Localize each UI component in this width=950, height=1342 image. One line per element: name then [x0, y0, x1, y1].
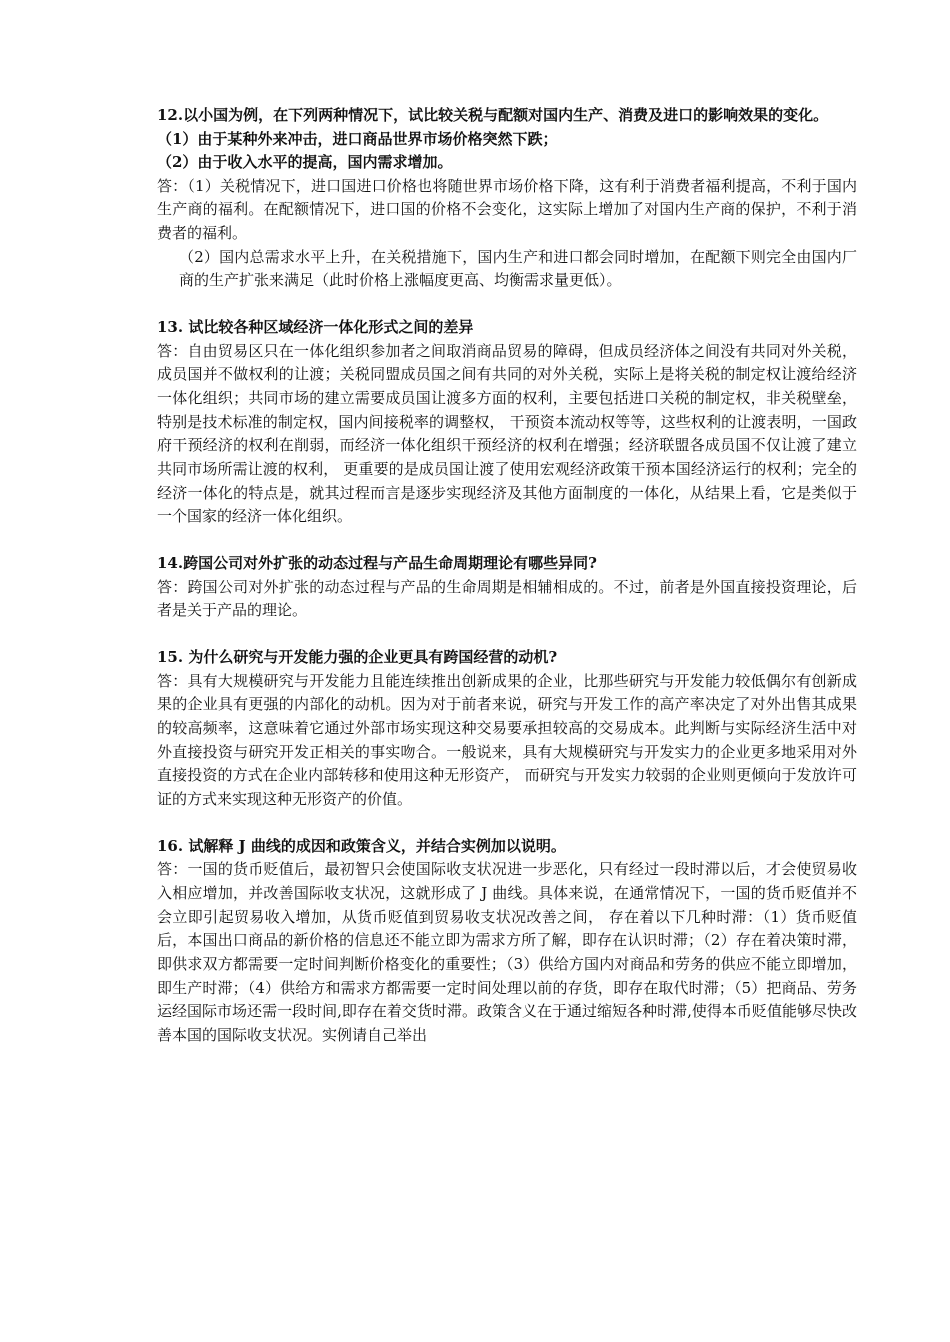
answer-14: 答：跨国公司对外扩张的动态过程与产品的生命周期是相辅相成的。不过，前者是外国直接投资理论，后者是关于产品的理论。: [157, 577, 857, 620]
question-16-title: 16. 试解释 J 曲线的成因和政策含义，并结合实例加以说明。: [157, 836, 566, 855]
question-15-section: [157, 646, 857, 812]
question-14-section: [157, 552, 857, 623]
question-12-sub-2: （2）由于收入水平的提高，国内需求增加。: [157, 153, 453, 171]
spacer: [157, 623, 857, 646]
answer-16: 答：一国的货币贬值后，最初智只会使国际收支状况进一步恶化，只有经过一段时滞以后，才会使贸易收入相应增加，并改善国际收支状况，这就形成了 J 曲线。具体来说，在通常情况下，一国的货币贬值并不会立即引起贸易收入增加，从货币贬值到贸易收支状况改善之间， 存在着以下几种时滞：（1）货币贬值后，本国出口商品的新价格的信息还不能立即为需求方所了解，即存在认识时滞；（2）存在着决策时滞，即供求双方都需要一定时间判断价格变化的重要性；（3）供给方国内对商品和劳务的供应不能立即增加，即生产时滞；（4）供给方和需求方都需要一定时间处理以前的存货，即存在取代时滞；（5）把商品、劳务运经国际市场还需一段时间,即存在着交货时滞。政策含义在于通过缩短各种时滞,使得本币贬值能够尽快改善本国的国际收支状况。实例请自己举出: [157, 860, 857, 1045]
question-13-title: 13. 试比较各种区域经济一体化形式之间的差异: [157, 318, 474, 337]
question-16-section: [157, 835, 857, 1048]
document-page: [157, 104, 857, 1048]
question-13-section: [157, 316, 857, 529]
question-12-sub-1: （1）由于某种外来冲击，进口商品世界市场价格突然下跌；: [157, 129, 558, 148]
question-12-title: 12.以小国为例，在下列两种情况下，试比较关税与配额对国内生产、消费及进口的影响效果的变化。: [157, 106, 829, 124]
spacer: [157, 529, 857, 552]
answer-13: 答：自由贸易区只在一体化组织参加者之间取消商品贸易的障碍，但成员经济体之间没有共同对外关税，成员国并不做权利的让渡；关税同盟成员国之间有共同的对外关税，实际上是将关税的制定权让渡给经济一体化组织；共同市场的建立需要成员国让渡多方面的权利，主要包括进口关税的制定权，非关税壁垒，特别是技术标准的制定权，国内间接税率的调整权， 干预资本流动权等等，这些权利的让渡表明，一国政府干预经济的权利在削弱，而经济一体化组织干预经济的权利在增强；经济联盟各成员国不仅让渡了建立共同市场所需让渡的权利， 更重要的是成员国让渡了使用宏观经济政策干预本国经济运行的权利；完全的经济一体化的特点是，就其过程而言是逐步实现经济及其他方面制度的一体化，从结果上看，它是类似于一个国家的经济一体化组织。: [157, 341, 857, 526]
answer-15: 答：具有大规模研究与开发能力且能连续推出创新成果的企业，比那些研究与开发能力较低偶尔有创新成果的企业具有更强的内部化的动机。因为对于前者来说，研究与开发工作的高产率决定了对外出售其成果的较高频率，这意味着它通过外部市场实现这种交易要承担较高的交易成本。此判断与实际经济生活中对外直接投资与研究开发正相关的事实吻合。一般说来，具有大规模研究与开发实力的企业更多地采用对外直接投资的方式在企业内部转移和使用这种无形资产， 而研究与开发实力较弱的企业则更倾向于发放许可证的方式来实现这种无形资产的价值。: [157, 671, 857, 809]
spacer: [157, 812, 857, 835]
answer-12-part-2: （2）国内总需求水平上升，在关税措施下，国内生产和进口都会同时增加，在配额下则完全由国内厂商的生产扩张来满足（此时价格上涨幅度更高、均衡需求量更低）。: [179, 247, 857, 290]
question-12-section: [157, 104, 857, 293]
spacer: [157, 293, 857, 316]
question-15-title: 15. 为什么研究与开发能力强的企业更具有跨国经营的动机?: [157, 648, 558, 667]
question-14-title: 14.跨国公司对外扩张的动态过程与产品生命周期理论有哪些异同?: [157, 554, 597, 573]
answer-12-part-1: 答：（1）关税情况下，进口国进口价格也将随世界市场价格下降，这有利于消费者福利提高，不利于国内生产商的福利。在配额情况下，进口国的价格不会变化，这实际上增加了对国内生产商的保护，不利于消费者的福利。: [157, 176, 857, 242]
